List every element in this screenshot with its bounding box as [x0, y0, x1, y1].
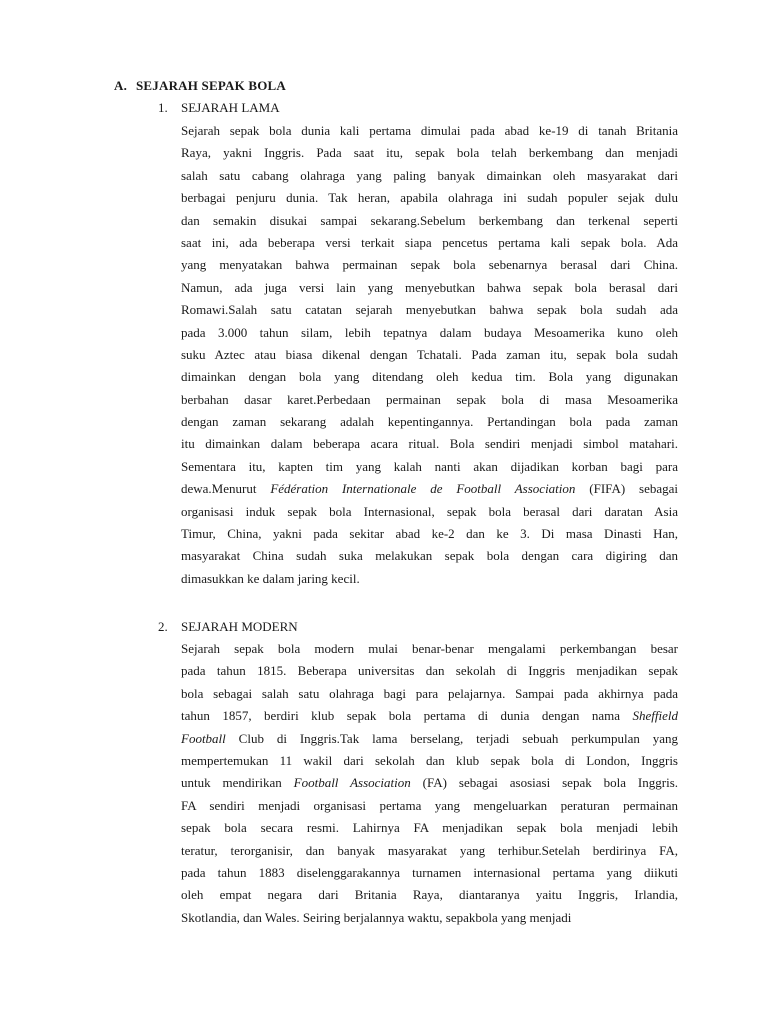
paragraph-line — [181, 478, 678, 500]
paragraph-line — [181, 683, 678, 705]
line-text: itu dimainkan dalam beberapa acara ritual. Bola sendiri menjadi simbol matahari. — [181, 436, 678, 452]
line-text: pada tahun 1815. Beberapa universitas dan sekolah di Inggris menjadikan sepak — [181, 663, 678, 679]
line-text: dimainkan dengan bola yang ditendang oleh kedua tim. Bola yang digunakan — [181, 369, 678, 385]
paragraph-line — [181, 120, 678, 142]
paragraph-line — [181, 433, 678, 455]
line-text: dewa.Menurut — [181, 481, 271, 497]
italic-text: Sheffield — [632, 708, 678, 724]
line-text: Sejarah sepak bola modern mulai benar-benar mengalami perkembangan besar — [181, 641, 678, 656]
paragraph-line — [181, 389, 678, 411]
line-text: Raya, yakni Inggris. Pada saat itu, sepak bola telah berkembang dan menjadi — [181, 145, 678, 161]
line-text: tahun 1857, berdiri klub sepak bola pertama di dunia dengan nama — [181, 708, 633, 724]
subsection-title: SEJARAH MODERN — [181, 619, 298, 634]
paragraph-line — [181, 795, 678, 817]
line-text: berbagai penjuru dunia. Tak heran, apabila olahraga ini sudah populer sejak dulu — [181, 190, 678, 206]
section-letter: A. — [114, 78, 128, 93]
paragraph-line — [181, 187, 678, 209]
paragraph-line — [181, 840, 678, 862]
paragraph-line — [181, 254, 678, 276]
line-text: Namun, ada juga versi lain yang menyebutkan bahwa sepak bola berasal dari — [181, 279, 678, 295]
paragraph-line — [181, 165, 678, 187]
line-text: Timur, China, yakni pada sekitar abad ke-2 dan ke 3. Di masa Dinasti Han, — [181, 526, 678, 542]
paragraph-line — [181, 862, 678, 884]
paragraph-line — [181, 277, 678, 299]
line-text: berbahan dasar karet.Perbedaan permainan sepak bola di masa Mesoamerika — [181, 391, 678, 407]
paragraph-line — [181, 660, 678, 682]
italic-text: Fédération Internationale de Football Association — [270, 481, 576, 497]
subsection-number: 2. — [158, 619, 168, 634]
subsection-number: 1. — [158, 100, 168, 115]
line-text: dan semakin disukai sampai sekarang.Sebelum berkembang dan terkenal seperti — [181, 212, 678, 228]
paragraph-line — [181, 299, 678, 321]
line-text: mempertemukan 11 wakil dari sekolah dan klub sepak bola di London, Inggris — [181, 752, 678, 768]
line-text: suku Aztec atau biasa dikenal dengan Tchatali. Pada zaman itu, sepak bola sudah — [181, 346, 678, 362]
paragraph-line — [181, 817, 678, 839]
line-text: saat ini, ada beberapa versi terkait siapa pencetus pertama kali sepak bola. Ada — [181, 234, 678, 250]
subsection-heading-2 — [158, 619, 298, 635]
line-text: dimasukkan ke dalam jaring kecil. — [181, 570, 360, 586]
section-title: SEJARAH SEPAK BOLA — [136, 78, 286, 93]
line-text: untuk mendirikan — [181, 775, 294, 791]
paragraph-line — [181, 638, 678, 660]
line-text: (FIFA) sebagai — [575, 481, 679, 497]
paragraph-line — [181, 907, 678, 929]
line-text: sepak bola secara resmi. Lahirnya FA menjadikan sepak bola menjadi lebih — [181, 820, 678, 836]
line-text: Romawi.Salah satu catatan sejarah menyebutkan bahwa sepak bola sudah ada — [181, 302, 678, 318]
paragraph-line — [181, 456, 678, 478]
section-heading — [114, 78, 286, 94]
paragraph-line — [181, 545, 678, 567]
subsection-paragraph-2 — [181, 638, 678, 929]
paragraph-line — [181, 366, 678, 388]
paragraph-line — [181, 344, 678, 366]
line-text: bola sebagai salah satu olahraga bagi para pelajarnya. Sampai pada akhirnya pada — [181, 685, 678, 701]
line-text: salah satu cabang olahraga yang paling banyak dimainkan oleh masyarakat dari — [181, 167, 678, 183]
paragraph-line — [181, 705, 678, 727]
subsection-paragraph-1 — [181, 120, 678, 590]
paragraph-line — [181, 232, 678, 254]
paragraph-line — [181, 568, 678, 590]
line-text: Skotlandia, dan Wales. Seiring berjalannya waktu, sepakbola yang menjadi — [181, 909, 572, 925]
paragraph-line — [181, 411, 678, 433]
line-text: Sementara itu, kapten tim yang kalah nanti akan dijadikan korban bagi para — [181, 458, 678, 474]
line-text: Club di Inggris.Tak lama berselang, terjadi sebuah perkumpulan yang — [225, 730, 678, 746]
line-text: masyarakat China sudah suka melakukan sepak bola dengan cara digiring dan — [181, 548, 678, 564]
paragraph-line — [181, 750, 678, 772]
line-text: dengan zaman sekarang adalah kepentingannya. Pertandingan bola pada zaman — [181, 414, 678, 430]
paragraph-line — [181, 210, 678, 232]
line-text: yang menyatakan bahwa permainan sepak bola sebenarnya berasal dari China. — [181, 257, 678, 273]
line-text: oleh empat negara dari Britania Raya, diantaranya yaitu Inggris, Irlandia, — [181, 887, 678, 903]
line-text: FA sendiri menjadi organisasi pertama yang mengeluarkan peraturan permainan — [181, 797, 678, 813]
paragraph-line — [181, 884, 678, 906]
italic-text: Football Association — [293, 775, 411, 791]
line-text: pada tahun 1883 diselenggarakannya turnamen internasional pertama yang diikuti — [181, 864, 678, 880]
line-text: (FA) sebagai asosiasi sepak bola Inggris. — [410, 775, 678, 791]
paragraph-line — [181, 772, 678, 794]
paragraph-line — [181, 501, 678, 523]
paragraph-line — [181, 142, 678, 164]
line-text: Sejarah sepak bola dunia kali pertama dimulai pada abad ke-19 di tanah Britania — [181, 123, 678, 138]
line-text: pada 3.000 tahun silam, lebih tepatnya dalam budaya Mesoamerika kuno oleh — [181, 324, 678, 340]
paragraph-line — [181, 728, 678, 750]
line-text: organisasi induk sepak bola Internasional, sepak bola berasal dari daratan Asia — [181, 503, 678, 519]
subsection-heading-1 — [158, 100, 280, 116]
paragraph-line — [181, 322, 678, 344]
line-text: teratur, terorganisir, dan banyak masyarakat yang terhibur.Setelah berdirinya FA, — [181, 842, 678, 858]
paragraph-line — [181, 523, 678, 545]
subsection-title: SEJARAH LAMA — [181, 100, 280, 115]
italic-text: Football — [181, 730, 226, 746]
